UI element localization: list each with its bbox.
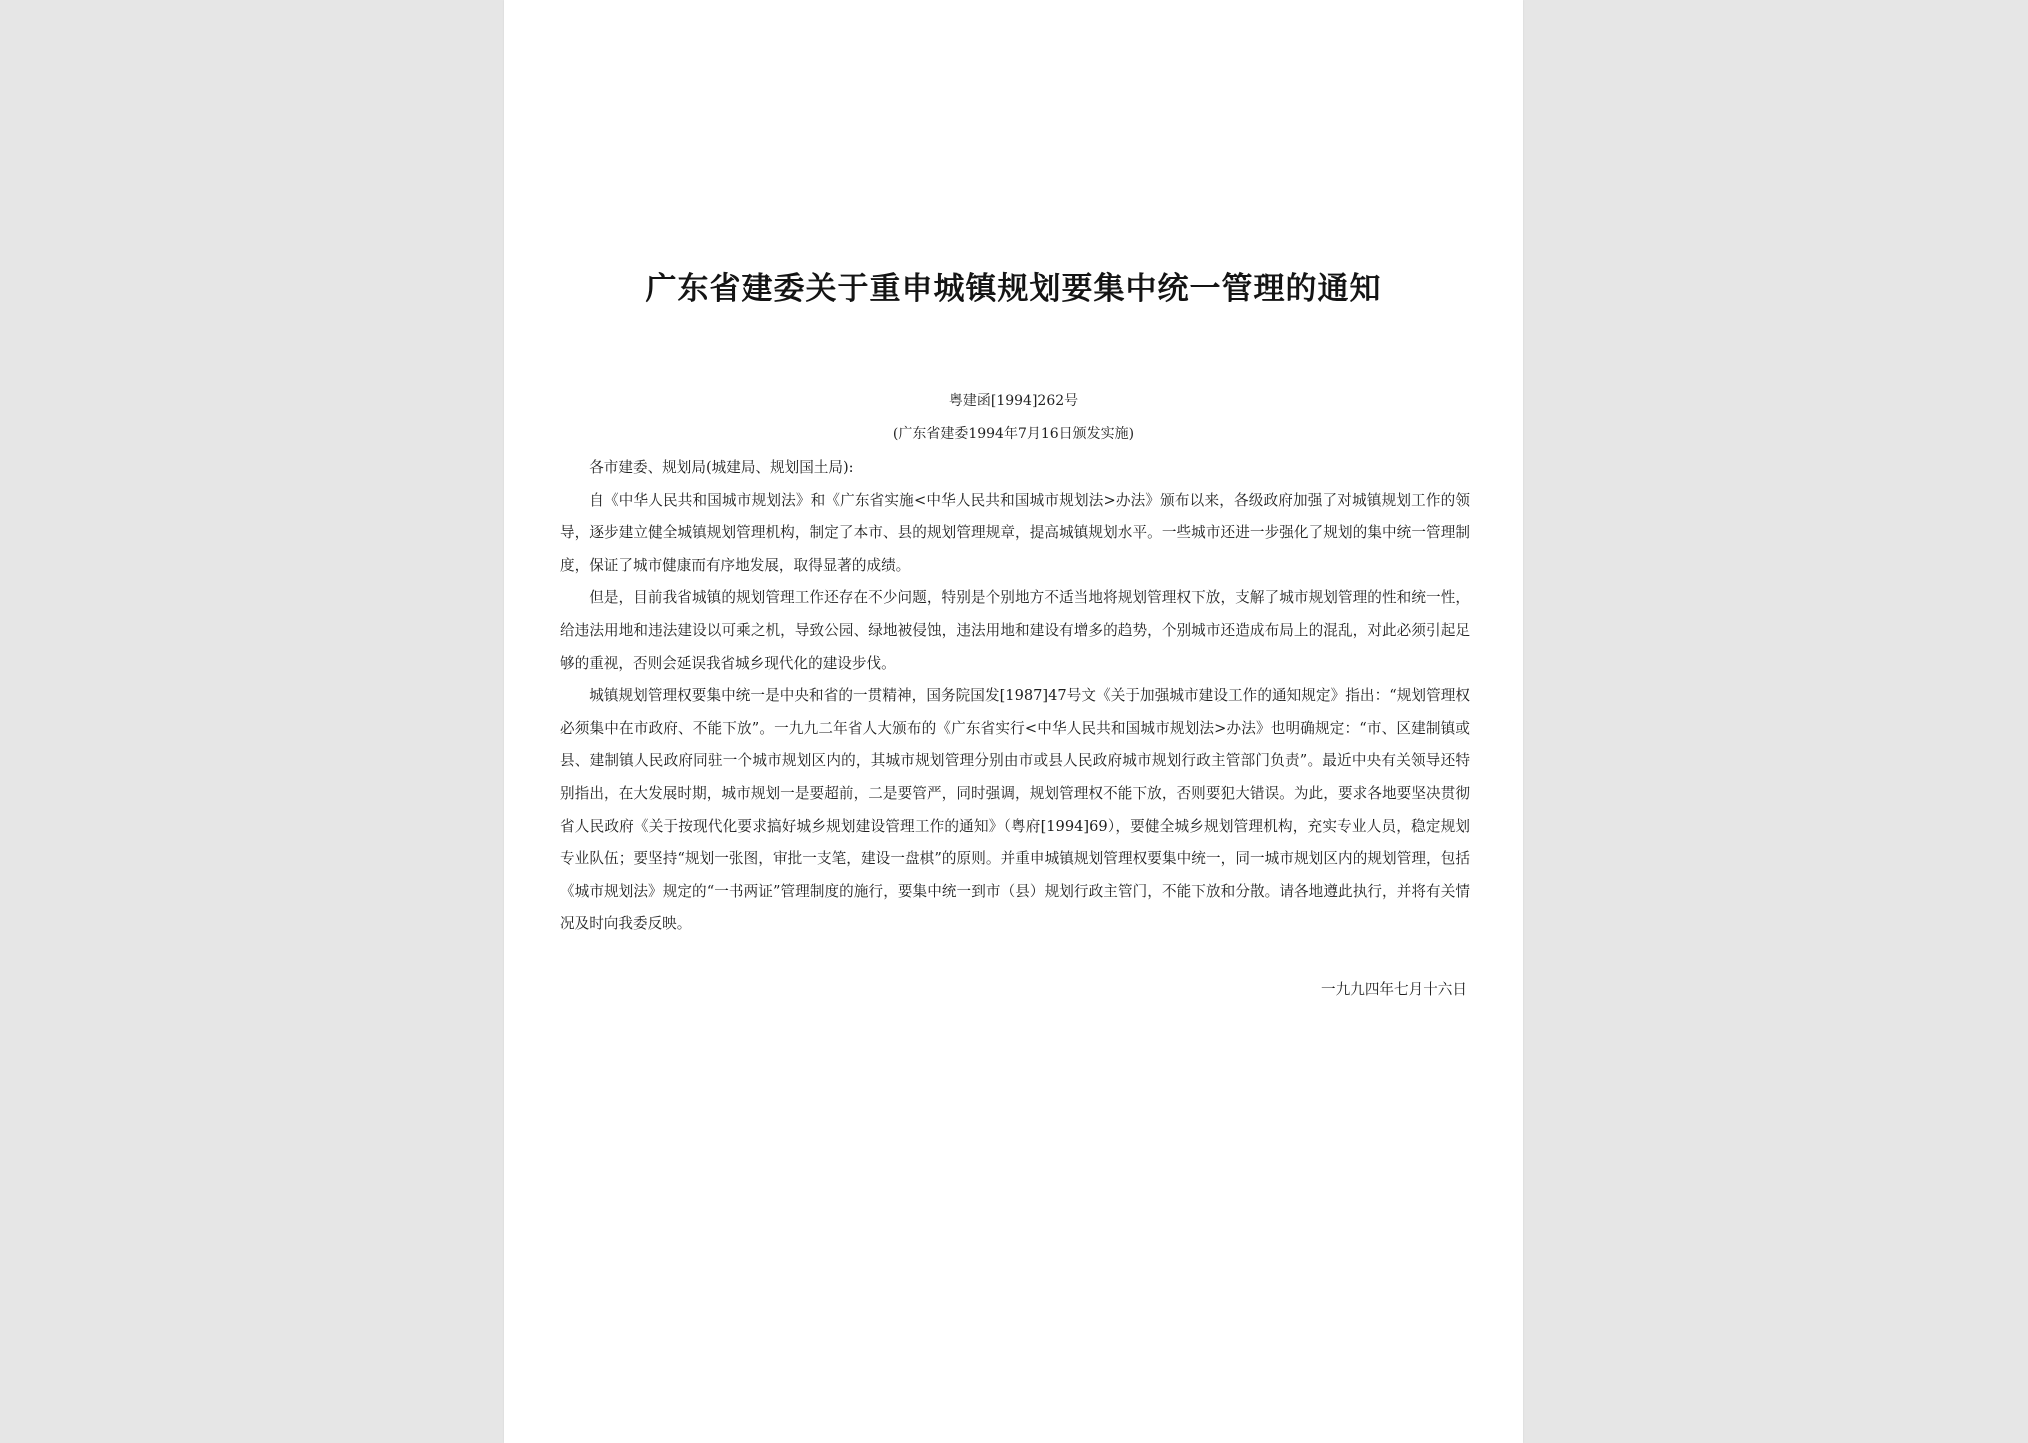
- paragraph-3: 城镇规划管理权要集中统一是中央和省的一贯精神，国务院国发[1987]47号文《关于加强城市建设工作的通知规定》指出：“规划管理权必须集中在市政府、不能下放”。一九九二年省人大颁布的《广东省实行<中华人民共和国城市规划法>办法》也明确规定：“市、区建制镇或县、建制镇人民政府同驻一个城市规划区内的，其城市规划管理分别由市或县人民政府城市规划行政主管部门负责”。最近中央有关领导还特别指出，在大发展时期，城市规划一是要超前，二是要管严，同时强调，规划管理权不能下放，否则要犯大错误。为此，要求各地要坚决贯彻省人民政府《关于按现代化要求搞好城乡规划建设管理工作的通知》（粤府[1994]69），要健全城乡规划管理机构，充实专业人员，稳定规划专业队伍；要坚持“规划一张图，审批一支笔，建设一盘棋”的原则。并重申城镇规划管理权要集中统一，同一城市规划区内的规划管理，包括《城市规划法》规定的“一书两证”管理制度的施行，要集中统一到市（县）规划行政主管门，不能下放和分散。请各地遵此执行，并将有关情况及时向我委反映。: [560, 687, 1470, 933]
- paragraph-2: 但是，目前我省城镇的规划管理工作还存在不少问题，特别是个别地方不适当地将规划管理权下放，支解了城市规划管理的性和统一性，给违法用地和违法建设以可乘之机，导致公园、绿地被侵蚀，违法用地和建设有增多的趋势，个别城市还造成布局上的混乱，对此必须引起足够的重视，否则会延误我省城乡现代化的建设步伐。: [560, 589, 1470, 672]
- paragraph-1: 自《中华人民共和国城市规划法》和《广东省实施<中华人民共和国城市规划法>办法》颁布以来，各级政府加强了对城镇规划工作的领导，逐步建立健全城镇规划管理机构，制定了本市、县的规划管理规章，提高城镇规划水平。一些城市还进一步强化了规划的集中统一管理制度，保证了城市健康而有序地发展，取得显著的成绩。: [560, 491, 1470, 574]
- document-date: 一九九四年七月十六日: [1321, 981, 1467, 998]
- document-title: 广东省建委关于重申城镇规划要集中统一管理的通知: [645, 271, 1382, 307]
- salutation: 各市建委、规划局(城建局、规划国土局):: [589, 459, 854, 476]
- document-number: 粤建函[1994]262号: [948, 393, 1079, 409]
- document-body: [560, 452, 1470, 941]
- issue-note: (广东省建委1994年7月16日颁发实施): [892, 426, 1135, 442]
- document-page: [504, 0, 1523, 1443]
